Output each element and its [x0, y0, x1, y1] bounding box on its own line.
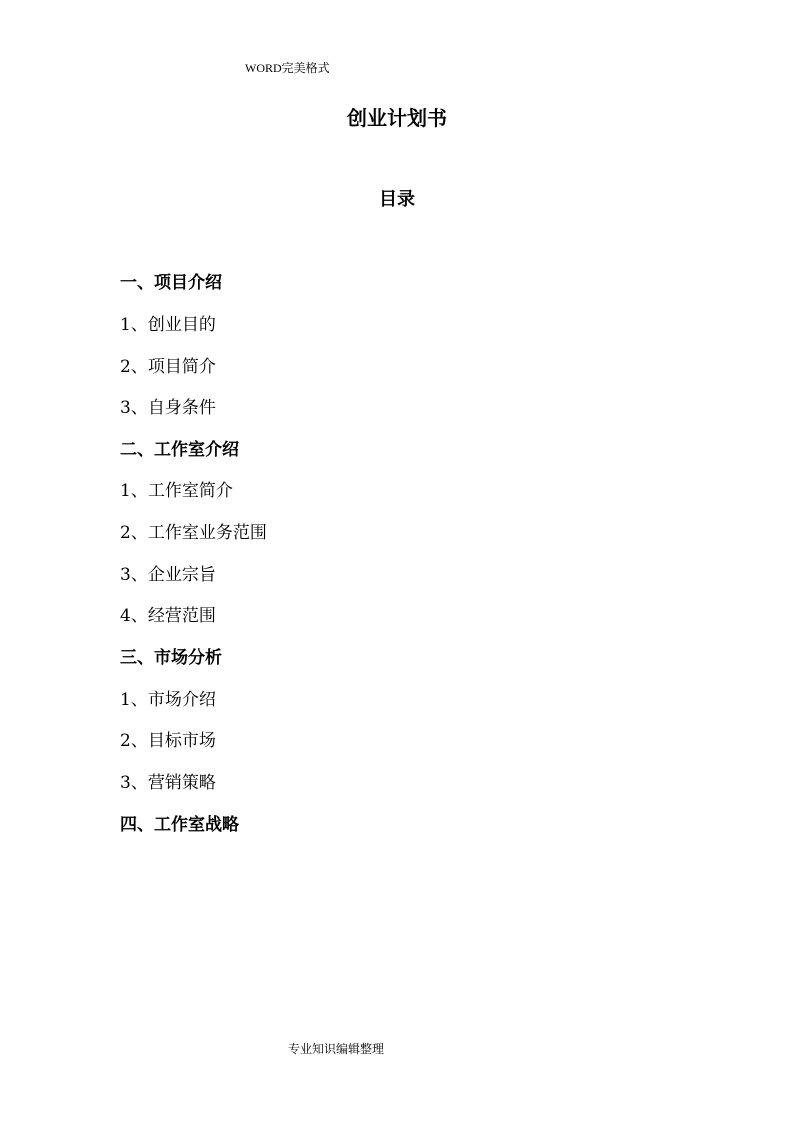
toc-entry: 3、自身条件: [120, 398, 216, 418]
toc-entry: 1、创业目的: [120, 315, 216, 335]
page-footer: 专业知识编辑整理: [288, 1042, 385, 1056]
toc-section-4: 四、工作室战略: [120, 815, 239, 835]
toc-heading: 目录: [379, 189, 415, 210]
toc-entry: 3、企业宗旨: [120, 565, 216, 585]
page-header: WORD完美格式: [245, 61, 330, 75]
toc-section-2: 二、工作室介绍: [120, 440, 239, 460]
toc-entry: 2、目标市场: [120, 731, 216, 751]
toc-section-1: 一、项目介绍: [120, 273, 222, 293]
toc-entry: 2、项目简介: [120, 357, 216, 377]
toc-entry: 2、工作室业务范围: [120, 523, 267, 543]
toc-entry: 1、市场介绍: [120, 690, 216, 710]
toc-entry: 4、经营范围: [120, 606, 216, 626]
document-title: 创业计划书: [347, 106, 447, 130]
toc-section-3: 三、市场分析: [120, 648, 222, 668]
toc-entry: 3、营销策略: [120, 773, 216, 793]
toc-entry: 1、工作室简介: [120, 481, 233, 501]
